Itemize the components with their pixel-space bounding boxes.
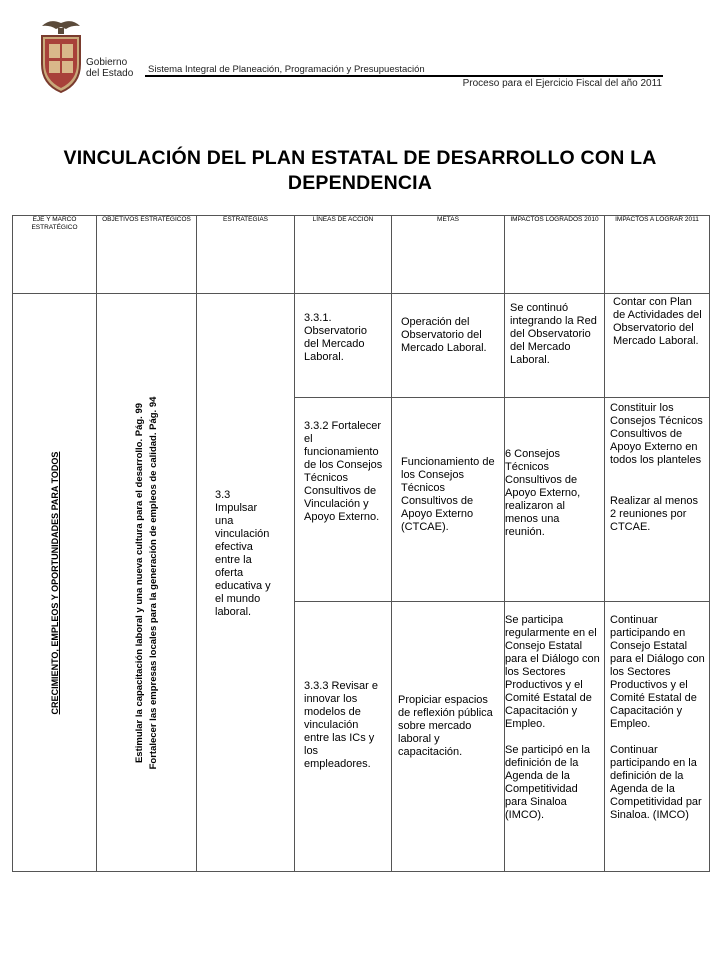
linea-cell (295, 294, 392, 398)
linea-text: 3.3.2 Fortalecer el funcionamiento de los Consejos Técnicos Consultivos de Vinculación y Apoyo Externo. (304, 420, 383, 523)
meta-text: Propiciar espacios de reflexión pública sobre mercado laboral y capacitación. (398, 694, 493, 758)
lograr-cell (605, 602, 710, 872)
state-seal-icon (36, 14, 86, 96)
lograr-cell (605, 294, 710, 398)
col-estrategias: ESTRATEGIAS (197, 216, 295, 294)
objetivos-cell (97, 294, 197, 872)
lograr-text: Continuar participando en la definición de la Agenda de la Competitividad par Sinaloa. (IMCO) (610, 744, 702, 821)
logrado-text: 6 Consejos Técnicos Consultivos de Apoyo Externo, realizaron al menos una reunión. (505, 448, 581, 538)
col-eje: EJE Y MARCO ESTRATÉGICO (13, 216, 97, 294)
meta-text: Operación del Observatorio del Mercado Laboral. (401, 316, 487, 354)
table-header-row (13, 216, 710, 294)
estrategia-cell (197, 294, 295, 872)
col-lograr: IMPACTOS A LOGRAR 2011 (605, 216, 710, 294)
vinculacion-table (12, 215, 710, 872)
meta-cell (392, 398, 505, 602)
gobierno-label (86, 57, 133, 79)
logrado-text: Se participó en la definición de la Agenda de la Competitividad para Sinaloa (IMCO). (505, 744, 590, 821)
col-logrados: IMPACTOS LOGRADOS 2010 (505, 216, 605, 294)
lograr-cell (605, 398, 710, 602)
objetivos-text (133, 396, 161, 769)
logrado-cell (505, 602, 605, 872)
logrado-cell (505, 398, 605, 602)
meta-cell (392, 602, 505, 872)
header-rule (145, 75, 663, 77)
linea-cell (295, 602, 392, 872)
logrado-text: Se participa regularmente en el Consejo Estatal para el Diálogo con los Sectores Productivos y el Comité Estatal de Capacitación y Empleo. (505, 614, 600, 730)
linea-cell (295, 398, 392, 602)
logrado-text: Se continuó integrando la Red del Observatorio del Mercado Laboral. (510, 302, 597, 366)
objetivo-1: Estimular la capacitación laboral y una nueva cultura para el desarrollo. Pág. 99 (133, 402, 145, 763)
objetivo-2: Fortalecer las empresas locales para la generación de empleos de calidad. Pág. 94 (147, 396, 159, 769)
gobierno-line-1: Gobierno (86, 57, 128, 68)
col-lineas: LÍNEAS DE ACCIÓN (295, 216, 392, 294)
meta-cell (392, 294, 505, 398)
page-title: VINCULACIÓN DEL PLAN ESTATAL DE DESARROLLO CON LA DEPENDENCIA (63, 147, 657, 194)
logrado-cell (505, 294, 605, 398)
linea-text: 3.3.1. Observatorio del Mercado Laboral. (304, 312, 367, 363)
lograr-text: Contar con Plan de Actividades del Observatorio del Mercado Laboral. (613, 296, 702, 347)
table-row (13, 294, 710, 398)
meta-text: Funcionamiento de los Consejos Técnicos Consultivos de Apoyo Externo (CTCAE). (401, 456, 495, 533)
lograr-text: Continuar participando en Consejo Estatal para el Diálogo con los Sectores Productivos y el Comité Estatal de Capacitación y Empleo. (610, 614, 705, 730)
gobierno-line-2: del Estado (86, 68, 134, 79)
lograr-text: Realizar al menos 2 reuniones por CTCAE. (610, 495, 699, 533)
estrategia-text: 3.3 Impulsar una vinculación efectiva entre la oferta educativa y el mundo laboral. (215, 489, 271, 618)
process-label: Proceso para el Ejercicio Fiscal del año 2011 (462, 78, 662, 89)
eje-cell (13, 294, 97, 872)
eje-text: CRECIMIENTO, EMPLEOS Y OPORTUNIDADES PARA TODOS (49, 451, 60, 714)
col-objetivos: OBJETIVOS ESTRATÉGICOS (97, 216, 197, 294)
lograr-text: Constituir los Consejos Técnicos Consultivos de Apoyo Externo en todos los planteles (610, 402, 703, 466)
col-metas: METAS (392, 216, 505, 294)
system-name: Sistema Integral de Planeación, Programación y Presupuestación (148, 64, 425, 75)
linea-text: 3.3.3 Revisar e innovar los modelos de vinculación entre las ICs y los empleadores. (304, 680, 378, 770)
